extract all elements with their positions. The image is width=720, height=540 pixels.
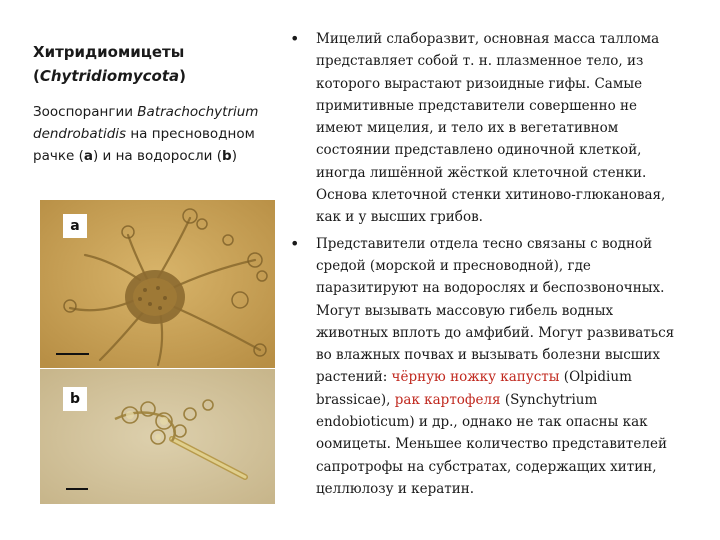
title-latin: Chytridiomycota [39,67,180,85]
panel-label-b: b [63,387,87,411]
caption-between: ) и на водоросли ( [92,148,223,164]
caption-label-a: a [83,148,93,164]
title-main: Хитридиомицеты [33,43,185,61]
caption-middle: на пресноводном рачке ( [33,126,255,164]
scale-bar-b [66,488,88,490]
title-paren-open: ( [33,67,40,85]
figure-caption [33,101,269,167]
highlight-potato-wart: рак картофеля [394,391,501,408]
caption-prefix: Зооспорангии [33,104,138,120]
bullet-text-2a: Представители отдела тесно связаны с водной средой (морской и пресноводной), где паразитируют на водорослях и беспозвоночных. Могут вызывать массовую гибель водных животных вплоть до амфибий. Могут развиваться во влажных почвах и вызывать болезни высших растений: [316,235,675,386]
bullet-text-2c: (Synchytrium endobioticum) и др., однако не так опасны как оомицеты. Меньшее количество представителей сапротрофы на субстратах, содержащих хитин, целлюлозу и кератин. [316,391,667,497]
bullet-text-2b: (Olpidium brassicae), [316,369,632,408]
micrograph-a [40,200,275,368]
slide-title [33,40,243,88]
title-paren-close: ) [179,67,186,85]
bullet-list [290,28,685,500]
caption-label-b: b [222,148,232,164]
bullet-marker-2: • [290,233,300,253]
scale-bar-a [56,353,89,355]
bullet-item-2 [290,233,685,501]
bullet-item-1 [290,28,685,229]
caption-suffix: ) [231,148,237,164]
bullet-text-1: Мицелий слаборазвит, основная масса таллома представляет собой т. н. плазменное тело, из которого вырастают ризоидные гифы. Самые примитивные представители совершенно не имеют мицелия, и тело их в вегетативном состоянии представлено одиночной клеткой, иногда лишённой жёсткой клеточной стенки. Основа клеточной стенки хитиново-глюкановая, как и у высших грибов. [316,31,666,226]
bullet-marker-1: • [290,29,300,48]
caption-species: Batrachochytrium dendrobatidis [33,104,259,142]
micrograph-b [40,369,275,504]
highlight-black-leg: чёрную ножку капусты [391,369,560,386]
panel-label-a: a [63,214,87,238]
